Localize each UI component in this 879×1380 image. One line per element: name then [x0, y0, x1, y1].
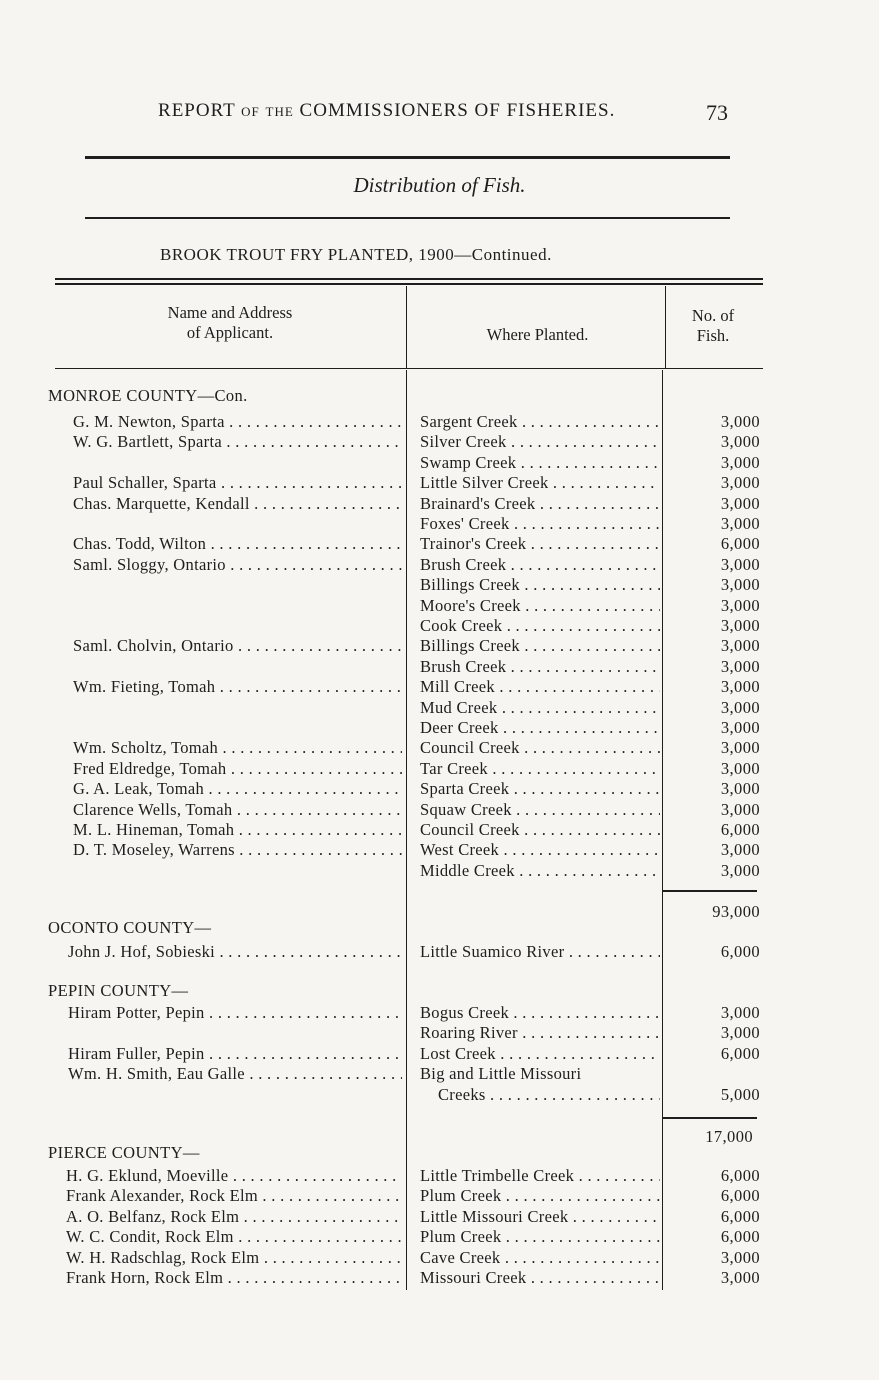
- monroe-place-3: [420, 473, 660, 493]
- monroe-count-12: 3,000: [720, 656, 760, 676]
- monroe-place-4-text: Brainard's Creek . . .: [420, 494, 660, 513]
- monroe-applicant-7: [73, 555, 402, 575]
- monroe-place-7-text: Brush Creek . . .: [420, 555, 660, 574]
- monroe-applicant-21: [73, 840, 402, 860]
- header-word-mid: of the: [235, 100, 300, 121]
- monroe-applicant-3: [73, 473, 402, 493]
- monroe-applicant-13: [73, 677, 402, 697]
- pepin-place-4: [438, 1085, 660, 1105]
- pepin-count-1: 3,000: [720, 1023, 760, 1043]
- monroe-place-13: [420, 677, 660, 697]
- header-cap-3: F: [506, 100, 519, 121]
- pepin-applicant-3: [68, 1064, 402, 1084]
- monroe-place-19-text: Squaw Creek . . .: [420, 800, 660, 819]
- column-divider-1-head: [406, 286, 407, 368]
- monroe-county-heading: MONROE COUNTY—Con.: [48, 386, 248, 405]
- column-head-rule: [55, 368, 763, 369]
- pierce-place-4-text: Cave Creek . . .: [420, 1248, 660, 1267]
- pepin-total: 17,000: [705, 1127, 753, 1146]
- monroe-place-1: [420, 432, 660, 452]
- monroe-count-5: 3,000: [720, 514, 760, 533]
- pierce-applicant-5: [66, 1268, 402, 1288]
- monroe-applicant-6-text: Chas. Todd, Wilton . . .: [73, 534, 402, 553]
- pierce-place-3-text: Plum Creek . . .: [420, 1227, 660, 1246]
- oconto-county-heading: OCONTO COUNTY—: [48, 918, 212, 937]
- monroe-count-17: 3,000: [720, 758, 760, 778]
- monroe-place-2: [420, 453, 660, 473]
- monroe-place-14: [420, 698, 660, 718]
- pepin-place-2: [420, 1044, 660, 1064]
- oconto-place-0-text: Little Suamico River . . .: [420, 942, 660, 961]
- monroe-place-3-text: Little Silver Creek . . .: [420, 473, 660, 492]
- monroe-applicant-17: [73, 759, 402, 779]
- monroe-place-10: [420, 616, 660, 636]
- monroe-applicant-1-text: W. G. Bartlett, Sparta . . .: [73, 432, 402, 451]
- pepin-applicant-2: [68, 1044, 402, 1064]
- monroe-place-14-text: Mud Creek . . .: [420, 698, 660, 717]
- monroe-applicant-4-text: Chas. Marquette, Kendall . . .: [73, 494, 402, 513]
- monroe-applicant-4: [73, 494, 402, 514]
- monroe-count-14: 3,000: [720, 697, 760, 717]
- pierce-place-0: [420, 1166, 660, 1186]
- monroe-place-17-text: Tar Creek . . .: [420, 759, 660, 778]
- monroe-place-12-text: Brush Creek . . .: [420, 657, 660, 676]
- pepin-place-4-text: Creeks . . .: [438, 1085, 660, 1104]
- oconto-place-0: [420, 942, 660, 962]
- page-number: 73: [706, 100, 728, 125]
- monroe-applicant-7-text: Saml. Sloggy, Ontario . . .: [73, 555, 402, 574]
- monroe-count-16: 3,000: [720, 738, 760, 758]
- pierce-applicant-3-text: W. C. Condit, Rock Elm . . .: [66, 1227, 402, 1246]
- monroe-place-6: [420, 534, 660, 554]
- monroe-count-22: 3,000: [720, 860, 760, 880]
- monroe-place-0-text: Sargent Creek . . .: [420, 412, 660, 431]
- column-divider-2: [662, 370, 663, 1290]
- column-divider-2-head: [665, 286, 666, 368]
- monroe-count-18: 3,000: [720, 779, 760, 799]
- monroe-place-12: [420, 657, 660, 677]
- pierce-applicant-1-text: Frank Alexander, Rock Elm . . .: [66, 1186, 402, 1205]
- pierce-count-2: 6,000: [720, 1206, 760, 1226]
- monroe-place-15: [420, 718, 660, 738]
- pierce-place-5: [420, 1268, 660, 1288]
- monroe-place-2-text: Swamp Creek . . .: [420, 453, 660, 472]
- pierce-count-3: 6,000: [720, 1227, 760, 1247]
- pierce-applicant-1: [66, 1186, 402, 1206]
- pepin-count-2: 6,000: [720, 1043, 760, 1063]
- pepin-place-3: [420, 1064, 660, 1084]
- monroe-applicant-11: [73, 636, 402, 656]
- pierce-applicant-3: [66, 1227, 402, 1247]
- monroe-place-16-text: Council Creek . . .: [420, 738, 660, 757]
- pierce-place-2: [420, 1207, 660, 1227]
- monroe-place-9-text: Moore's Creek . . .: [420, 596, 660, 615]
- monroe-count-15: 3,000: [720, 718, 760, 737]
- monroe-place-0: [420, 412, 660, 432]
- pepin-count-0: 3,000: [720, 1003, 760, 1022]
- oconto-applicant-0-text: John J. Hof, Sobieski . . .: [68, 942, 402, 961]
- pepin-place-0: [420, 1003, 660, 1023]
- monroe-applicant-0-text: G. M. Newton, Sparta . . .: [73, 412, 402, 431]
- header-cap-1: R: [158, 100, 172, 121]
- monroe-count-3: 3,000: [720, 473, 760, 493]
- pierce-place-1-text: Plum Creek . . .: [420, 1186, 660, 1205]
- monroe-place-21: [420, 840, 660, 860]
- monroe-applicant-3-text: Paul Schaller, Sparta . . .: [73, 473, 402, 492]
- pierce-county-heading: PIERCE COUNTY—: [48, 1143, 200, 1162]
- column-head-applicant: [85, 303, 375, 343]
- monroe-count-2: 3,000: [720, 452, 760, 472]
- monroe-applicant-20: [73, 820, 402, 840]
- monroe-count-13: 3,000: [720, 677, 760, 697]
- pepin-place-2-text: Lost Creek . . .: [420, 1044, 660, 1063]
- column-head-number-line2: Fish.: [696, 326, 730, 345]
- table-top-rule-1: [55, 278, 763, 280]
- pepin-applicant-0-text: Hiram Potter, Pepin . . .: [68, 1003, 402, 1022]
- pierce-count-5: 3,000: [720, 1268, 760, 1287]
- monroe-place-16: [420, 738, 660, 758]
- section-title: Distribution of Fish.: [353, 173, 526, 197]
- pierce-applicant-2-text: A. O. Belfanz, Rock Elm . . .: [66, 1207, 402, 1226]
- monroe-count-0: 3,000: [720, 412, 760, 431]
- monroe-count-1: 3,000: [720, 432, 760, 452]
- monroe-count-21: 3,000: [720, 840, 760, 860]
- monroe-place-13-text: Mill Creek . . .: [420, 677, 660, 696]
- monroe-total: 93,000: [712, 902, 760, 921]
- monroe-place-20: [420, 820, 660, 840]
- monroe-place-9: [420, 596, 660, 616]
- pierce-place-3: [420, 1227, 660, 1247]
- header-word-1: EPORT: [171, 100, 236, 121]
- monroe-count-11: 3,000: [720, 636, 760, 656]
- oconto-applicant-0: [68, 942, 402, 962]
- column-head-number-line1: No. of: [691, 306, 735, 325]
- monroe-applicant-18: [73, 779, 402, 799]
- monroe-place-18: [420, 779, 660, 799]
- monroe-place-15-text: Deer Creek . . .: [420, 718, 660, 737]
- running-header: [158, 100, 615, 122]
- pierce-count-4: 3,000: [720, 1247, 760, 1267]
- pierce-place-4: [420, 1248, 660, 1268]
- pierce-applicant-4-text: W. H. Radschlag, Rock Elm . . .: [66, 1248, 402, 1267]
- monroe-applicant-19-text: Clarence Wells, Tomah . . .: [73, 800, 402, 819]
- monroe-place-19: [420, 800, 660, 820]
- pepin-place-0-text: Bogus Creek . . .: [420, 1003, 660, 1022]
- monroe-count-4: 3,000: [720, 493, 760, 513]
- pierce-place-1: [420, 1186, 660, 1206]
- header-word-2: OMMISSIONERS OF: [313, 100, 507, 121]
- pepin-place-1: [420, 1023, 660, 1043]
- monroe-applicant-11-text: Saml. Cholvin, Ontario . . .: [73, 636, 402, 655]
- monroe-applicant-16-text: Wm. Scholtz, Tomah . . .: [73, 738, 402, 757]
- monroe-applicant-18-text: G. A. Leak, Tomah . . .: [73, 779, 402, 798]
- monroe-count-19: 3,000: [720, 799, 760, 819]
- pepin-applicant-0: [68, 1003, 402, 1023]
- monroe-place-11: [420, 636, 660, 656]
- monroe-place-22-text: Middle Creek . . .: [420, 861, 660, 880]
- column-divider-1: [406, 370, 407, 1290]
- column-head-applicant-line2: of Applicant.: [186, 323, 274, 342]
- column-head-applicant-line1: Name and Address: [167, 303, 293, 322]
- pierce-applicant-0-text: H. G. Eklund, Moeville . . .: [66, 1166, 402, 1185]
- pierce-place-0-text: Little Trimbelle Creek . . .: [420, 1166, 660, 1185]
- monroe-place-5: [420, 514, 660, 534]
- pepin-county-heading: PEPIN COUNTY—: [48, 981, 189, 1000]
- monroe-place-20-text: Council Creek . . .: [420, 820, 660, 839]
- monroe-count-20: 6,000: [720, 820, 760, 839]
- pepin-total-rule: [662, 1117, 757, 1119]
- pierce-applicant-2: [66, 1207, 402, 1227]
- pierce-count-1: 6,000: [720, 1186, 760, 1206]
- monroe-place-1-text: Silver Creek . . .: [420, 432, 660, 451]
- monroe-applicant-19: [73, 800, 402, 820]
- pierce-count-0: 6,000: [720, 1166, 760, 1185]
- header-rule: [85, 156, 730, 159]
- pepin-place-3-text: Big and Little Missouri: [420, 1064, 582, 1084]
- monroe-place-11-text: Billings Creek . . .: [420, 636, 660, 655]
- monroe-applicant-6: [73, 534, 402, 554]
- pepin-place-1-text: Roaring River . . .: [420, 1023, 660, 1042]
- monroe-place-18-text: Sparta Creek . . .: [420, 779, 660, 798]
- monroe-applicant-0: [73, 412, 402, 432]
- pepin-applicant-3-text: Wm. H. Smith, Eau Galle . . .: [68, 1064, 402, 1083]
- header-word-3: ISHERIES.: [518, 100, 616, 121]
- monroe-applicant-21-text: D. T. Moseley, Warrens . . .: [73, 840, 402, 859]
- monroe-applicant-20-text: M. L. Hineman, Tomah . . .: [73, 820, 402, 839]
- monroe-place-6-text: Trainor's Creek . . .: [420, 534, 660, 553]
- monroe-count-6: 6,000: [720, 534, 760, 554]
- monroe-place-5-text: Foxes' Creek . . .: [420, 514, 660, 533]
- pierce-applicant-4: [66, 1248, 402, 1268]
- table-top-rule-2: [55, 283, 763, 285]
- column-head-where: Where Planted.: [486, 325, 589, 344]
- monroe-place-8: [420, 575, 660, 595]
- column-head-number: [668, 306, 758, 346]
- pierce-applicant-0: [66, 1166, 402, 1186]
- monroe-place-8-text: Billings Creek . . .: [420, 575, 660, 594]
- monroe-place-4: [420, 494, 660, 514]
- pepin-applicant-2-text: Hiram Fuller, Pepin . . .: [68, 1044, 402, 1063]
- monroe-place-21-text: West Creek . . .: [420, 840, 660, 859]
- monroe-count-10: 3,000: [720, 616, 760, 635]
- pierce-place-5-text: Missouri Creek . . .: [420, 1268, 660, 1287]
- monroe-place-10-text: Cook Creek . . .: [420, 616, 660, 635]
- header-cap-2: C: [299, 100, 314, 121]
- table-title: BROOK TROUT FRY PLANTED, 1900—Continued.: [160, 245, 552, 264]
- pepin-count-4: 5,000: [720, 1084, 760, 1104]
- monroe-place-7: [420, 555, 660, 575]
- monroe-place-17: [420, 759, 660, 779]
- oconto-count-0: 6,000: [720, 942, 760, 961]
- pierce-applicant-5-text: Frank Horn, Rock Elm . . .: [66, 1268, 402, 1287]
- monroe-count-9: 3,000: [720, 595, 760, 615]
- monroe-applicant-1: [73, 432, 402, 452]
- monroe-applicant-16: [73, 738, 402, 758]
- monroe-applicant-17-text: Fred Eldredge, Tomah . . .: [73, 759, 402, 778]
- section-rule: [85, 217, 730, 219]
- monroe-count-8: 3,000: [720, 575, 760, 595]
- monroe-applicant-13-text: Wm. Fieting, Tomah . . .: [73, 677, 402, 696]
- monroe-place-22: [420, 861, 660, 881]
- monroe-count-7: 3,000: [720, 554, 760, 574]
- monroe-total-rule: [662, 890, 757, 892]
- pierce-place-2-text: Little Missouri Creek . . .: [420, 1207, 660, 1226]
